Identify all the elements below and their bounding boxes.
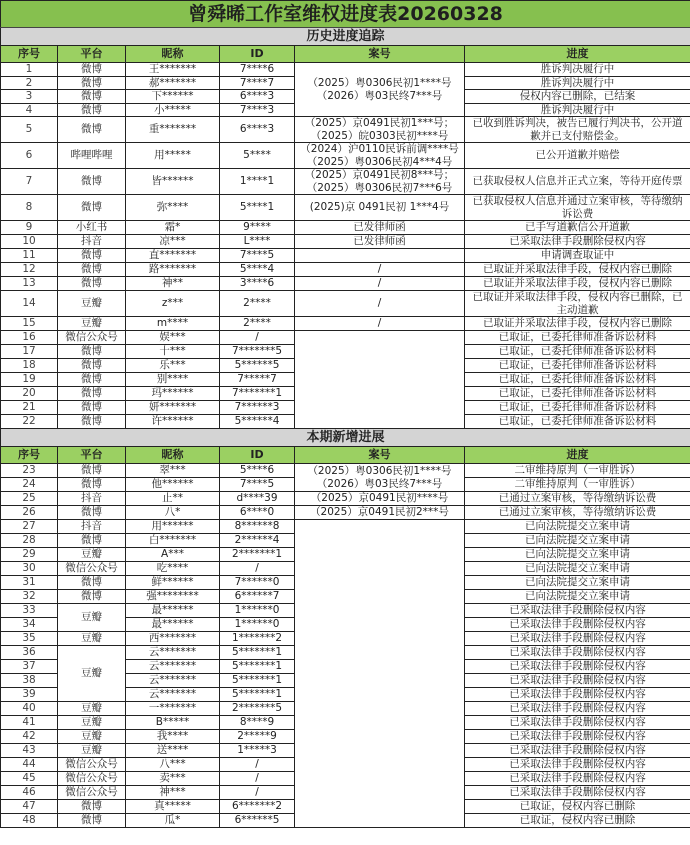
serial-cell: 14 xyxy=(1,291,58,317)
case-number-cell: / xyxy=(295,291,465,317)
progress-cell: 已取证，已委托律师准备诉讼材料 xyxy=(465,359,690,373)
platform-cell: 微博 xyxy=(58,63,126,77)
id-cell: 7*******5 xyxy=(220,345,295,359)
table-row xyxy=(1,143,690,169)
progress-cell: 已通过立案审核，等待缴纳诉讼费 xyxy=(465,506,690,520)
case-number-cell: / xyxy=(295,277,465,291)
serial-cell: 16 xyxy=(1,331,58,345)
section-heading-new: 本期新增进展 xyxy=(1,429,690,447)
progress-cell: 已采取法律手段删除侵权内容 xyxy=(465,786,690,800)
id-cell: 8****9 xyxy=(220,716,295,730)
platform-cell: 微博 xyxy=(58,76,126,90)
nickname-cell: 瓜* xyxy=(126,814,220,828)
serial-cell: 22 xyxy=(1,415,58,429)
serial-cell: 42 xyxy=(1,730,58,744)
table-row xyxy=(1,169,690,195)
id-cell: 5**** xyxy=(220,143,295,169)
table-row xyxy=(1,221,690,235)
platform-cell: 豆瓣 xyxy=(58,632,126,646)
progress-cell: 已采取法律手段删除侵权内容 xyxy=(465,730,690,744)
table-row xyxy=(1,277,690,291)
id-cell: 1******0 xyxy=(220,618,295,632)
platform-cell: 微博 xyxy=(58,249,126,263)
nickname-cell: 王******* xyxy=(126,63,220,77)
progress-cell: 已向法院提交立案申请 xyxy=(465,534,690,548)
nickname-cell: 我**** xyxy=(126,730,220,744)
serial-cell: 30 xyxy=(1,562,58,576)
serial-cell: 26 xyxy=(1,506,58,520)
table-row xyxy=(1,63,690,77)
table-row xyxy=(1,263,690,277)
platform-cell: 抖音 xyxy=(58,235,126,249)
id-cell: 2*******1 xyxy=(220,548,295,562)
nickname-cell: 神** xyxy=(126,277,220,291)
platform-cell: 微博 xyxy=(58,401,126,415)
new-section xyxy=(1,429,690,828)
nickname-cell: 重******* xyxy=(126,117,220,143)
column-header: 平台 xyxy=(58,46,126,63)
progress-cell: 已采取法律手段删除侵权内容 xyxy=(465,632,690,646)
serial-cell: 40 xyxy=(1,702,58,716)
nickname-cell: z*** xyxy=(126,291,220,317)
case-number-cell: / xyxy=(295,263,465,277)
progress-cell: 已取证，已委托律师准备诉讼材料 xyxy=(465,415,690,429)
id-cell: 6******5 xyxy=(220,814,295,828)
id-cell: 9**** xyxy=(220,221,295,235)
id-cell: 7*******1 xyxy=(220,387,295,401)
nickname-cell: 云******* xyxy=(126,674,220,688)
case-number-cell: （2025）粤0306民初1****号 （2026）粤03民终7***号 xyxy=(295,464,465,492)
column-header: 平台 xyxy=(58,447,126,464)
column-header: 进度 xyxy=(465,447,690,464)
progress-cell: 已取证，已委托律师准备诉讼材料 xyxy=(465,345,690,359)
platform-cell: 豆瓣 xyxy=(58,716,126,730)
serial-cell: 41 xyxy=(1,716,58,730)
column-header: 昵称 xyxy=(126,46,220,63)
nickname-cell: 云******* xyxy=(126,660,220,674)
progress-cell: 已获取侵权人信息并通过立案审核，等待缴纳诉讼费 xyxy=(465,195,690,221)
case-number-cell: （2025）京0491民初****号 xyxy=(295,492,465,506)
nickname-cell: 用***** xyxy=(126,143,220,169)
id-cell: 1*******2 xyxy=(220,632,295,646)
platform-cell: 微博 xyxy=(58,195,126,221)
id-cell: / xyxy=(220,562,295,576)
serial-cell: 9 xyxy=(1,221,58,235)
serial-cell: 25 xyxy=(1,492,58,506)
table-row xyxy=(1,492,690,506)
history-section xyxy=(1,28,690,429)
column-header: ID xyxy=(220,447,295,464)
serial-cell: 31 xyxy=(1,576,58,590)
serial-cell: 35 xyxy=(1,632,58,646)
platform-cell: 微博 xyxy=(58,103,126,117)
id-cell: 5*******1 xyxy=(220,646,295,660)
platform-cell: 微博 xyxy=(58,345,126,359)
progress-cell: 胜诉判决履行中 xyxy=(465,63,690,77)
id-cell: 2******4 xyxy=(220,534,295,548)
progress-cell: 已采取法律手段删除侵权内容 xyxy=(465,688,690,702)
column-header: 序号 xyxy=(1,447,58,464)
platform-cell: 微博 xyxy=(58,169,126,195)
id-cell: 2**** xyxy=(220,317,295,331)
serial-cell: 37 xyxy=(1,660,58,674)
platform-cell: 微博 xyxy=(58,506,126,520)
serial-cell: 46 xyxy=(1,786,58,800)
progress-cell: 已采取法律手段删除侵权内容 xyxy=(465,702,690,716)
serial-cell: 27 xyxy=(1,520,58,534)
nickname-cell: B***** xyxy=(126,716,220,730)
progress-cell: 已采取法律手段删除侵权内容 xyxy=(465,758,690,772)
platform-cell: 豆瓣 xyxy=(58,702,126,716)
table-row xyxy=(1,195,690,221)
table-row xyxy=(1,249,690,263)
serial-cell: 39 xyxy=(1,688,58,702)
id-cell: 6******7 xyxy=(220,590,295,604)
nickname-cell: 用****** xyxy=(126,520,220,534)
progress-cell: 已采取法律手段删除侵权内容 xyxy=(465,604,690,618)
platform-cell: 微信公众号 xyxy=(58,562,126,576)
platform-cell: 微信公众号 xyxy=(58,331,126,345)
platform-cell: 哔哩哔哩 xyxy=(58,143,126,169)
nickname-cell: 吃**** xyxy=(126,562,220,576)
progress-cell: 已采取法律手段删除侵权内容 xyxy=(465,646,690,660)
platform-cell: 抖音 xyxy=(58,520,126,534)
id-cell: 6*******2 xyxy=(220,800,295,814)
platform-cell: 微博 xyxy=(58,90,126,104)
progress-cell: 已采取法律手段删除侵权内容 xyxy=(465,660,690,674)
table-row xyxy=(1,235,690,249)
progress-cell: 已取证，侵权内容已删除 xyxy=(465,814,690,828)
id-cell: 7****6 xyxy=(220,63,295,77)
nickname-cell: 最****** xyxy=(126,604,220,618)
column-header: 案号 xyxy=(295,46,465,63)
case-number-cell: （2025）京0491民初1***号； （2025）皖0303民初****号 xyxy=(295,117,465,143)
id-cell: 5*******1 xyxy=(220,674,295,688)
id-cell: 3****6 xyxy=(220,277,295,291)
id-cell: / xyxy=(220,331,295,345)
column-header: 昵称 xyxy=(126,447,220,464)
serial-cell: 21 xyxy=(1,401,58,415)
nickname-cell: 弥**** xyxy=(126,195,220,221)
nickname-cell: 一******* xyxy=(126,702,220,716)
id-cell: 6****0 xyxy=(220,506,295,520)
table-row xyxy=(1,506,690,520)
progress-cell: 已向法院提交立案申请 xyxy=(465,590,690,604)
table-row xyxy=(1,464,690,478)
progress-cell: 已采取法律手段删除侵权内容 xyxy=(465,235,690,249)
id-cell: 2*****9 xyxy=(220,730,295,744)
platform-cell: 抖音 xyxy=(58,492,126,506)
platform-cell: 微信公众号 xyxy=(58,758,126,772)
nickname-cell: 凉*** xyxy=(126,235,220,249)
platform-cell: 微博 xyxy=(58,800,126,814)
nickname-cell: 西******* xyxy=(126,632,220,646)
progress-cell: 二审维持原判（一审胜诉） xyxy=(465,464,690,478)
id-cell: L**** xyxy=(220,235,295,249)
case-number-cell xyxy=(295,331,465,429)
serial-cell: 33 xyxy=(1,604,58,618)
id-cell: 1****1 xyxy=(220,169,295,195)
nickname-cell: 十*** xyxy=(126,345,220,359)
platform-cell: 豆瓣 xyxy=(58,548,126,562)
serial-cell: 6 xyxy=(1,143,58,169)
platform-cell: 豆瓣 xyxy=(58,730,126,744)
progress-cell: 已取证，已委托律师准备诉讼材料 xyxy=(465,387,690,401)
table-row xyxy=(1,520,690,534)
nickname-cell: 八* xyxy=(126,506,220,520)
nickname-cell: 强******** xyxy=(126,590,220,604)
case-number-cell: （2024）沪0110民诉前调****号 （2025）粤0306民初4***4号 xyxy=(295,143,465,169)
serial-cell: 11 xyxy=(1,249,58,263)
progress-cell: 已向法院提交立案申请 xyxy=(465,548,690,562)
id-cell: 6****3 xyxy=(220,117,295,143)
nickname-cell: 妍******* xyxy=(126,401,220,415)
case-number-cell: （2025）京0491民初8***号； （2025）粤0306民初7***6号 xyxy=(295,169,465,195)
progress-cell: 已取证，已委托律师准备诉讼材料 xyxy=(465,331,690,345)
platform-cell: 豆瓣 xyxy=(58,646,126,702)
serial-cell: 3 xyxy=(1,90,58,104)
nickname-cell: 路******* xyxy=(126,263,220,277)
platform-cell: 微博 xyxy=(58,263,126,277)
nickname-cell: 别**** xyxy=(126,373,220,387)
id-cell: 7****3 xyxy=(220,103,295,117)
progress-cell: 已公开道歉并赔偿 xyxy=(465,143,690,169)
progress-cell: 已通过立案审核，等待缴纳诉讼费 xyxy=(465,492,690,506)
case-number-cell: 已发律师函 xyxy=(295,221,465,235)
nickname-cell: 郝******* xyxy=(126,76,220,90)
serial-cell: 48 xyxy=(1,814,58,828)
serial-cell: 45 xyxy=(1,772,58,786)
case-number-cell: （2025）粤0306民初1****号 （2026）粤03民终7***号 xyxy=(295,63,465,117)
id-cell: 1******0 xyxy=(220,604,295,618)
case-number-cell: （2025）京0491民初2***号 xyxy=(295,506,465,520)
column-header-row xyxy=(1,46,690,63)
serial-cell: 1 xyxy=(1,63,58,77)
serial-cell: 32 xyxy=(1,590,58,604)
id-cell: 8******8 xyxy=(220,520,295,534)
id-cell: 7****5 xyxy=(220,249,295,263)
progress-cell: 已取证并采取法律手段，侵权内容已删除 xyxy=(465,317,690,331)
serial-cell: 38 xyxy=(1,674,58,688)
nickname-cell: 神*** xyxy=(126,786,220,800)
progress-cell: 已采取法律手段删除侵权内容 xyxy=(465,674,690,688)
id-cell: 7******3 xyxy=(220,401,295,415)
nickname-cell: 鲜****** xyxy=(126,576,220,590)
platform-cell: 微博 xyxy=(58,534,126,548)
progress-cell: 已取证，已委托律师准备诉讼材料 xyxy=(465,373,690,387)
id-cell: / xyxy=(220,772,295,786)
platform-cell: 微博 xyxy=(58,277,126,291)
column-header: ID xyxy=(220,46,295,63)
platform-cell: 微信公众号 xyxy=(58,786,126,800)
progress-cell: 已采取法律手段删除侵权内容 xyxy=(465,744,690,758)
column-header: 案号 xyxy=(295,447,465,464)
progress-cell: 已取证并采取法律手段，侵权内容已删除 xyxy=(465,277,690,291)
nickname-cell: 玛****** xyxy=(126,387,220,401)
serial-cell: 7 xyxy=(1,169,58,195)
serial-cell: 19 xyxy=(1,373,58,387)
id-cell: 7******0 xyxy=(220,576,295,590)
progress-cell: 已采取法律手段删除侵权内容 xyxy=(465,618,690,632)
serial-cell: 13 xyxy=(1,277,58,291)
nickname-cell: 许****** xyxy=(126,415,220,429)
serial-cell: 12 xyxy=(1,263,58,277)
nickname-cell: 白******* xyxy=(126,534,220,548)
id-cell: 6****3 xyxy=(220,90,295,104)
case-number-cell xyxy=(295,249,465,263)
id-cell: 5****6 xyxy=(220,464,295,478)
platform-cell: 豆瓣 xyxy=(58,744,126,758)
id-cell: 5****1 xyxy=(220,195,295,221)
progress-cell: 已向法院提交立案申请 xyxy=(465,520,690,534)
id-cell: 2*******5 xyxy=(220,702,295,716)
nickname-cell: A*** xyxy=(126,548,220,562)
page-title: 曾舜晞工作室维权进度表20260328 xyxy=(1,1,690,28)
serial-cell: 10 xyxy=(1,235,58,249)
nickname-cell: 直******* xyxy=(126,249,220,263)
progress-cell: 已取证，已委托律师准备诉讼材料 xyxy=(465,401,690,415)
serial-cell: 4 xyxy=(1,103,58,117)
platform-cell: 小红书 xyxy=(58,221,126,235)
id-cell: 5*******1 xyxy=(220,660,295,674)
column-header-row xyxy=(1,447,690,464)
serial-cell: 44 xyxy=(1,758,58,772)
serial-cell: 34 xyxy=(1,618,58,632)
progress-cell: 二审维持原判（一审胜诉） xyxy=(465,478,690,492)
serial-cell: 28 xyxy=(1,534,58,548)
table-row xyxy=(1,331,690,345)
serial-cell: 15 xyxy=(1,317,58,331)
platform-cell: 豆瓣 xyxy=(58,291,126,317)
progress-cell: 已取证，侵权内容已删除 xyxy=(465,800,690,814)
progress-cell: 已取证并采取法律手段，侵权内容已删除，已主动道歉 xyxy=(465,291,690,317)
nickname-cell: 送**** xyxy=(126,744,220,758)
progress-cell: 胜诉判决履行中 xyxy=(465,103,690,117)
nickname-cell: 下****** xyxy=(126,90,220,104)
platform-cell: 豆瓣 xyxy=(58,317,126,331)
section-heading-history: 历史进度追踪 xyxy=(1,28,690,46)
table-row xyxy=(1,117,690,143)
platform-cell: 微博 xyxy=(58,478,126,492)
platform-cell: 微博 xyxy=(58,373,126,387)
column-header: 序号 xyxy=(1,46,58,63)
nickname-cell: 八*** xyxy=(126,758,220,772)
case-number-cell: / xyxy=(295,317,465,331)
serial-cell: 43 xyxy=(1,744,58,758)
serial-cell: 18 xyxy=(1,359,58,373)
serial-cell: 23 xyxy=(1,464,58,478)
platform-cell: 微信公众号 xyxy=(58,772,126,786)
platform-cell: 微博 xyxy=(58,590,126,604)
platform-cell: 微博 xyxy=(58,117,126,143)
serial-cell: 36 xyxy=(1,646,58,660)
platform-cell: 微博 xyxy=(58,359,126,373)
nickname-cell: 乐*** xyxy=(126,359,220,373)
platform-cell: 豆瓣 xyxy=(58,604,126,632)
nickname-cell: 云******* xyxy=(126,688,220,702)
id-cell: 5******4 xyxy=(220,415,295,429)
case-number-cell: 已发律师函 xyxy=(295,235,465,249)
progress-cell: 已手写道歉信公开道歉 xyxy=(465,221,690,235)
id-cell: / xyxy=(220,758,295,772)
nickname-cell: 皆****** xyxy=(126,169,220,195)
id-cell: 5*******1 xyxy=(220,688,295,702)
nickname-cell: 云******* xyxy=(126,646,220,660)
platform-cell: 微博 xyxy=(58,464,126,478)
nickname-cell: 小***** xyxy=(126,103,220,117)
progress-cell: 已收到胜诉判决，被告已履行判决书，公开道歉并已支付赔偿金。 xyxy=(465,117,690,143)
id-cell: / xyxy=(220,786,295,800)
progress-cell: 申请调查取证中 xyxy=(465,249,690,263)
platform-cell: 微博 xyxy=(58,415,126,429)
serial-cell: 5 xyxy=(1,117,58,143)
progress-cell: 已获取侵权人信息并正式立案，等待开庭传票 xyxy=(465,169,690,195)
progress-cell: 已采取法律手段删除侵权内容 xyxy=(465,772,690,786)
nickname-cell: 霜* xyxy=(126,221,220,235)
id-cell: 2**** xyxy=(220,291,295,317)
serial-cell: 29 xyxy=(1,548,58,562)
nickname-cell: 真***** xyxy=(126,800,220,814)
nickname-cell: 他****** xyxy=(126,478,220,492)
serial-cell: 2 xyxy=(1,76,58,90)
nickname-cell: 卖*** xyxy=(126,772,220,786)
table-row xyxy=(1,291,690,317)
id-cell: 7*****7 xyxy=(220,373,295,387)
case-number-cell: (2025)京 0491民初 1***4号 xyxy=(295,195,465,221)
serial-cell: 24 xyxy=(1,478,58,492)
id-cell: 7****5 xyxy=(220,478,295,492)
nickname-cell: 止** xyxy=(126,492,220,506)
serial-cell: 47 xyxy=(1,800,58,814)
id-cell: 5******5 xyxy=(220,359,295,373)
progress-cell: 已向法院提交立案申请 xyxy=(465,562,690,576)
progress-cell: 已采取法律手段删除侵权内容 xyxy=(465,716,690,730)
platform-cell: 微博 xyxy=(58,576,126,590)
serial-cell: 17 xyxy=(1,345,58,359)
id-cell: 1*****3 xyxy=(220,744,295,758)
progress-cell: 已取证并采取法律手段，侵权内容已删除 xyxy=(465,263,690,277)
platform-cell: 微博 xyxy=(58,814,126,828)
serial-cell: 8 xyxy=(1,195,58,221)
nickname-cell: 最****** xyxy=(126,618,220,632)
id-cell: d****39 xyxy=(220,492,295,506)
id-cell: 5****4 xyxy=(220,263,295,277)
progress-cell: 已向法院提交立案申请 xyxy=(465,576,690,590)
table-row xyxy=(1,317,690,331)
nickname-cell: 翠*** xyxy=(126,464,220,478)
progress-cell: 胜诉判决履行中 xyxy=(465,76,690,90)
platform-cell: 微博 xyxy=(58,387,126,401)
id-cell: 7****7 xyxy=(220,76,295,90)
serial-cell: 20 xyxy=(1,387,58,401)
case-number-cell xyxy=(295,520,465,828)
column-header: 进度 xyxy=(465,46,690,63)
nickname-cell: m**** xyxy=(126,317,220,331)
progress-cell: 侵权内容已删除，已结案 xyxy=(465,90,690,104)
nickname-cell: 娱*** xyxy=(126,331,220,345)
